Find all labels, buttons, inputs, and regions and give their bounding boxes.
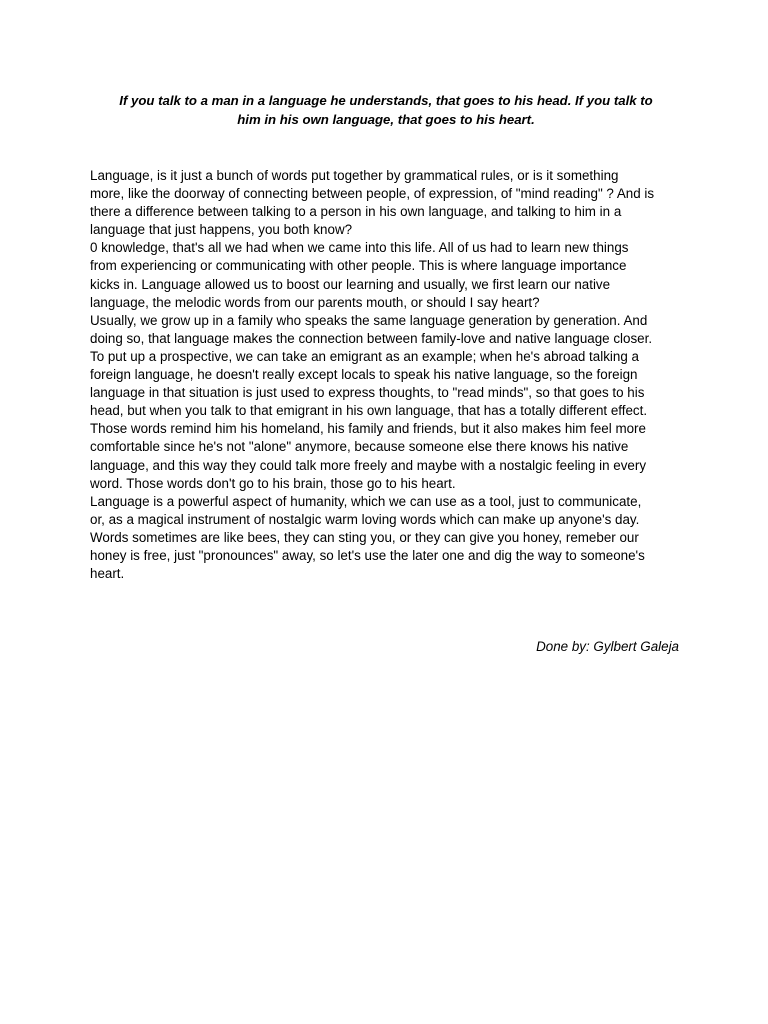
essay-body bbox=[90, 167, 690, 583]
essay-paragraph: Usually, we grow up in a family who speaks the same language generation by generation. And doing so, that language makes the connection between family-love and native language closer. To put up a prospective, we can take an emigrant as an example; when he's abroad talking a foreign language, he doesn't really except locals to speak his native language, so the foreign language in that situation is just used to express thoughts, to "read minds", so that goes to his head, but when you talk to that emigrant in his own language, that has a totally different effect. Those words remind him his homeland, his family and friends, but it also makes him feel more comfortable since he's not "alone" anymore, because someone else there knows his native language, and this way they could talk more freely and maybe with a nostalgic feeling in every word. Those words don't go to his brain, those go to his heart. bbox=[90, 312, 653, 491]
essay-paragraph: Language is a powerful aspect of humanity, which we can use as a tool, just to communicate, or, as a magical instrument of nostalgic warm loving words which can make up anyone's day. Words sometimes are like bees, they can sting you, or they can give you honey, remeber our honey is free, just "pronounces" away, so let's use the later one and dig the way to someone's heart. bbox=[90, 493, 645, 582]
essay-paragraph: Language, is it just a bunch of words put together by grammatical rules, or is it something more, like the doorway of connecting between people, of expression, of "mind reading" ? And is there a difference between talking to a person in his own language, and talking to him in a language that just happens, you both know? bbox=[90, 168, 655, 238]
author-signature: Done by: Gylbert Galeja bbox=[536, 639, 679, 654]
essay-paragraph: 0 knowledge, that's all we had when we came into this life. All of us had to learn new things from experiencing or communicating with other people. This is where language importance kicks in. Language allowed us to boost our learning and usually, we first learn our native language, the melodic words from our parents mouth, or should I say heart? bbox=[90, 240, 629, 310]
epigraph-quote: If you talk to a man in a language he understands, that goes to his head. If you talk to him in his own language, that goes to his heart. bbox=[119, 93, 653, 127]
